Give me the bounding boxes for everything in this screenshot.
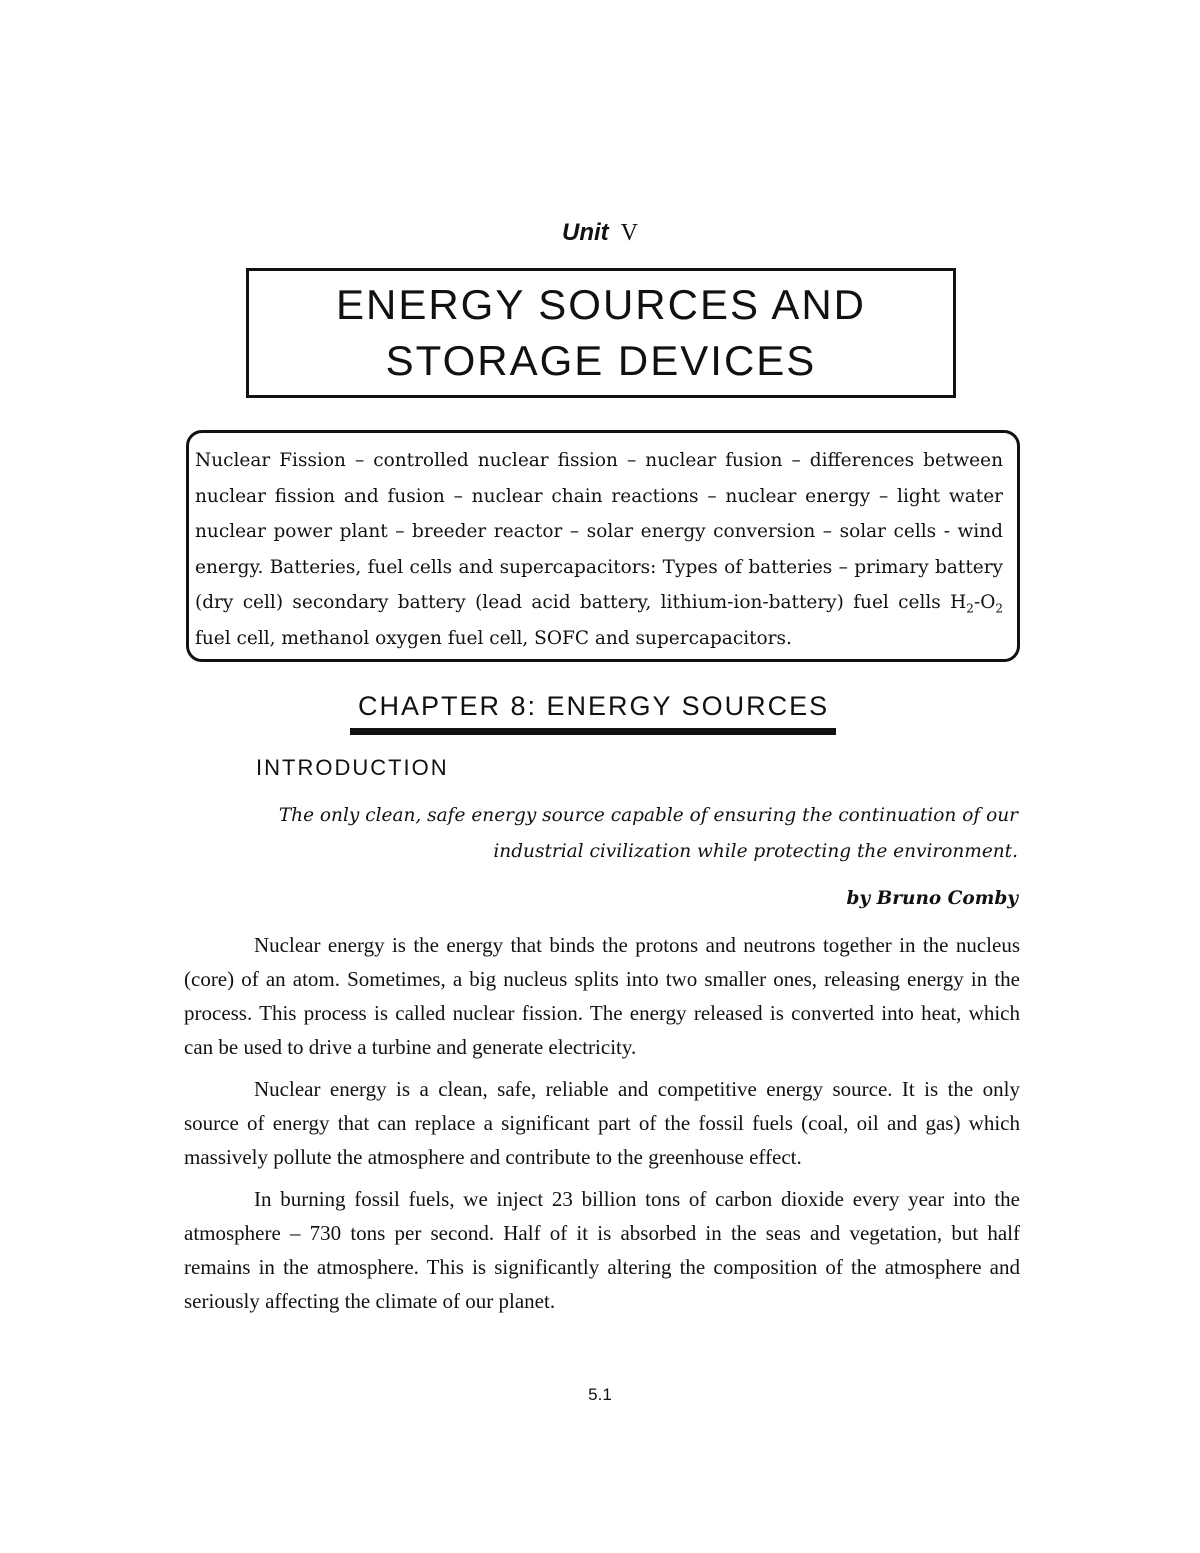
syllabus-text-end: fuel cell, methanol oxygen fuel cell, SOFC and supercapacitors. [195,627,792,649]
section-heading: INTRODUCTION [256,755,449,780]
formula-h: H [950,592,967,613]
unit-label [0,218,1200,248]
unit-title-box [246,268,956,398]
syllabus-box [186,430,1020,662]
unit-number: V [620,220,638,246]
quote-author: by Bruno Comby [846,888,1018,909]
paragraph: Nuclear energy is a clean, safe, reliable and competitive energy source. It is the only source of energy that can replace a significant part of the fossil fuels (coal, oil and gas) which massively pollute the atmosphere and contribute to the greenhouse effect. [184,1077,1020,1169]
epigraph-quote [240,798,1018,870]
unit-title-line-1: ENERGY SOURCES AND [335,281,866,328]
formula-o: -O [973,592,996,613]
unit-word: Unit [562,219,609,246]
chapter-underline [350,728,836,735]
quote-line-2: industrial civilization while protecting the environment. [493,841,1018,862]
quote-line-1: The only clean, safe energy source capable of ensuring the continuation of our [278,805,1018,826]
paragraph: Nuclear energy is the energy that binds the protons and neutrons together in the nucleus (core) of an atom. Sometimes, a big nucleus splits into two smaller ones, releasing energy in the process. This process is called nuclear fission. The energy released is converted into heat, which can be used to drive a turbine and generate electricity. [184,933,1020,1059]
syllabus-text: Nuclear Fission – controlled nuclear fission – nuclear fusion – differences between nuclear fission and fusion – nuclear chain reactions – nuclear energy – light water nuclear power plant – breeder reactor – solar energy conversion – solar cells - wind energy. Batteries, fuel cells and supercapacitors: Types of batteries – primary battery (dry cell) secondary battery (lead acid battery, lithium-ion-battery) fuel cells [195,450,1003,613]
body-text [184,928,1020,1326]
page-number: 5.1 [588,1385,612,1404]
formula-o-subscript: 2 [995,601,1003,616]
unit-title-line-2: STORAGE DEVICES [385,337,817,384]
chapter-heading: CHAPTER 8: ENERGY SOURCES [358,691,830,721]
paragraph: In burning fossil fuels, we inject 23 billion tons of carbon dioxide every year into the atmosphere – 730 tons per second. Half of it is absorbed in the seas and vegetation, but half remains in the atmosphere. This is significantly altering the composition of the atmosphere and seriously affecting the climate of our planet. [184,1187,1020,1313]
formula-h-subscript: 2 [966,601,974,616]
